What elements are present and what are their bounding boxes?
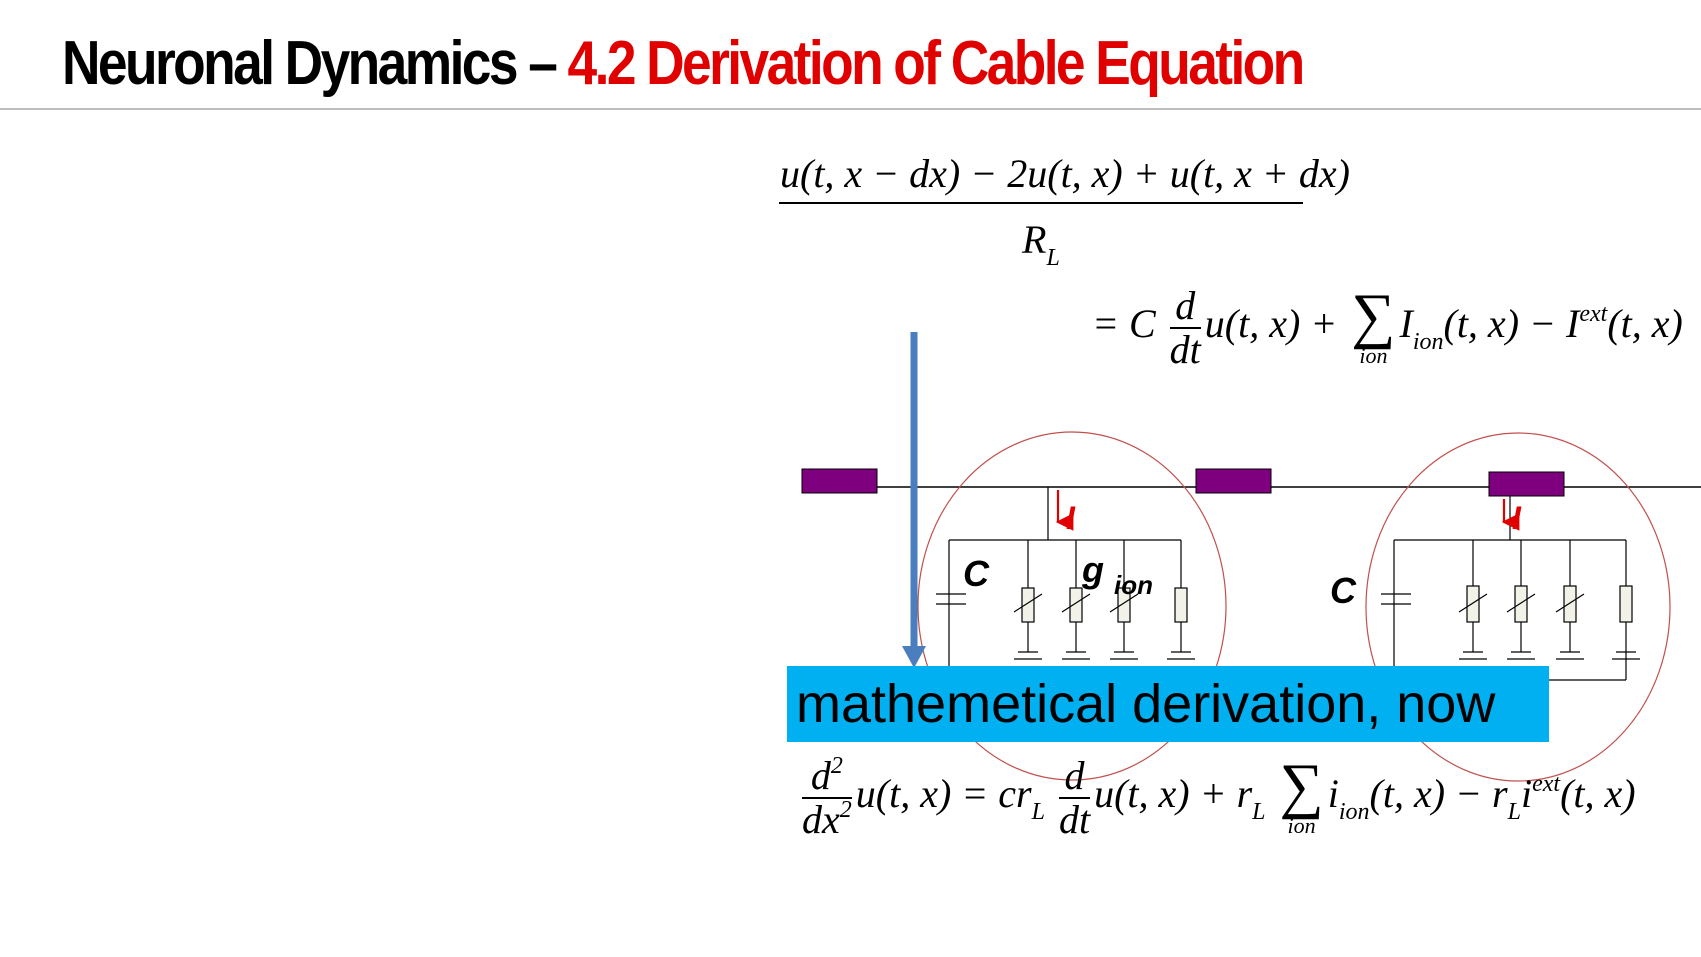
eq3-lhs-den-sup: 2 bbox=[839, 797, 852, 823]
current-label-right: I bbox=[1512, 500, 1521, 536]
eq3-part3-base: i bbox=[1327, 771, 1339, 817]
eq2-term3-rest: (t, x) bbox=[1607, 301, 1683, 347]
eq3-lhs-num bbox=[802, 755, 852, 799]
eq1-numerator: u(t, x − dx) − 2u(t, x) + u(t, x + dx) bbox=[780, 151, 1350, 196]
eq3-part4-sup: ext bbox=[1532, 771, 1561, 798]
conductance-label bbox=[1081, 549, 1153, 600]
longitudinal-resistor-left bbox=[802, 469, 877, 493]
longitudinal-resistor-right bbox=[1489, 472, 1564, 496]
eq3-time-derivative bbox=[1059, 755, 1090, 841]
eq1-denominator-base: R bbox=[1022, 217, 1047, 262]
eq2-term2-sub: ion bbox=[1412, 329, 1444, 356]
conductance-label-base: g bbox=[1082, 549, 1104, 590]
eq3-part3-sub: ion bbox=[1338, 799, 1370, 826]
title-prefix: Neuronal Dynamics – bbox=[62, 29, 568, 98]
title-highlight: 4.2 Derivation of Cable Equation bbox=[567, 29, 1303, 98]
longitudinal-resistor-middle bbox=[1196, 469, 1271, 493]
eq3-part1-sub: L bbox=[1031, 799, 1045, 826]
eq3-lhs-den-base: dx bbox=[802, 797, 840, 842]
eq3-lhs-num-sup: 2 bbox=[830, 753, 843, 779]
eq2-frac-den: dt bbox=[1169, 327, 1201, 372]
derivation-arrow-head bbox=[902, 646, 926, 668]
eq3-sum bbox=[1279, 752, 1324, 838]
eq3-sum-symbol: ∑ bbox=[1279, 752, 1324, 821]
eq2-term2-base: I bbox=[1399, 301, 1413, 347]
eq3-part3-sub2: L bbox=[1507, 799, 1521, 826]
eq1-denominator-sub: L bbox=[1046, 245, 1060, 271]
eq2-frac-num: d bbox=[1170, 285, 1201, 329]
capacitance-label-right: C bbox=[1330, 570, 1356, 611]
eq3-frac-num: d bbox=[1059, 755, 1090, 799]
eq3-part2-sub: L bbox=[1252, 799, 1266, 826]
eq3-cable-equation bbox=[798, 752, 1636, 865]
eq3-second-derivative bbox=[802, 755, 852, 841]
eq3-part3-rest: (t, x) − r bbox=[1369, 771, 1508, 817]
eq3-lhs-num-base: d bbox=[810, 753, 831, 798]
eq2-term3-sup: ext bbox=[1579, 301, 1608, 328]
derivation-banner-text: mathemetical derivation, now bbox=[796, 674, 1496, 734]
compartment-right-circuit bbox=[1381, 496, 1640, 680]
eq3-part2: u(t, x) + r bbox=[1094, 771, 1253, 817]
capacitance-label-left: C bbox=[963, 553, 989, 594]
eq3-part1: u(t, x) = cr bbox=[855, 771, 1032, 817]
conductance-label-sub: ion bbox=[1114, 570, 1154, 600]
eq3-part4-rest: (t, x) bbox=[1560, 771, 1636, 817]
eq2-sum-symbol: ∑ bbox=[1351, 282, 1396, 351]
eq2-term2-rest: (t, x) − I bbox=[1443, 301, 1580, 347]
eq2-lead: = C bbox=[1092, 301, 1156, 347]
eq2-sum-limit: ion bbox=[1359, 342, 1388, 368]
eq3-sum-limit: ion bbox=[1287, 812, 1316, 838]
eq3-frac-den: dt bbox=[1058, 797, 1091, 842]
current-label-left: I bbox=[1066, 500, 1075, 536]
eq3-lhs-den bbox=[802, 799, 852, 841]
eq2-term1: u(t, x) + bbox=[1204, 301, 1338, 347]
eq3-part4-base: i bbox=[1520, 771, 1533, 817]
